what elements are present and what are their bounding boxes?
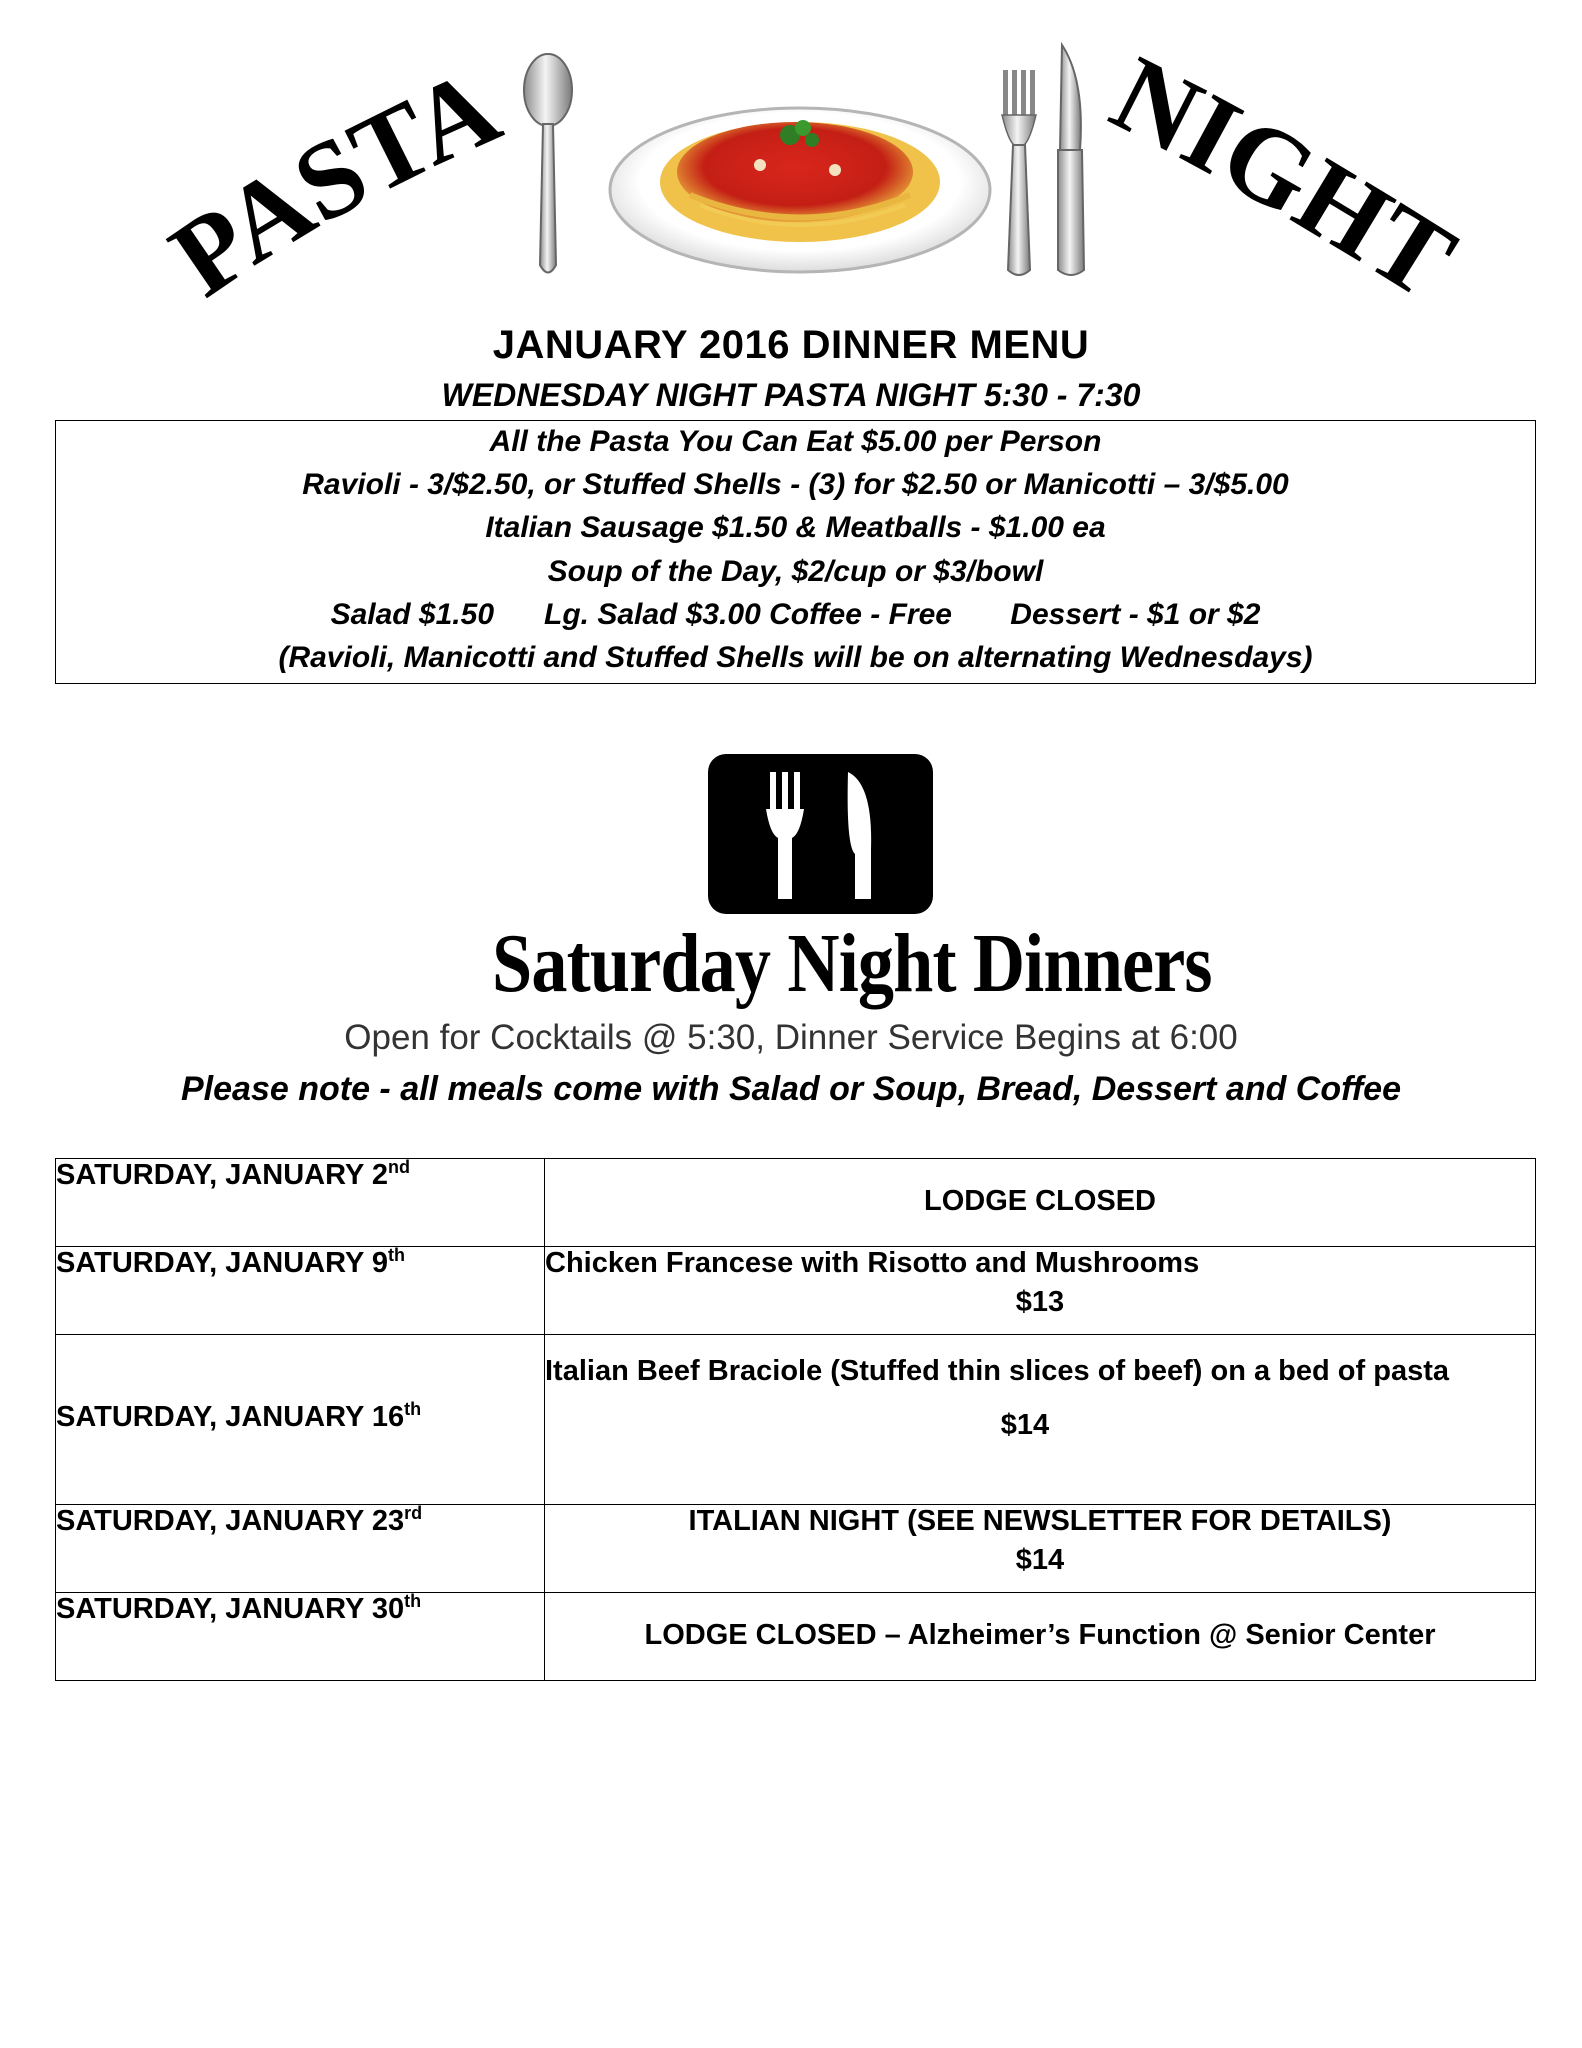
pasta-line: Ravioli - 3/$2.50, or Stuffed Shells - (3) for $2.50 or Manicotti – 3/$5.00 bbox=[302, 468, 1289, 501]
pasta-line: Soup of the Day, $2/cup or $3/bowl bbox=[547, 555, 1044, 588]
pasta-night-menu-box bbox=[55, 420, 1536, 684]
pasta-word: PASTA bbox=[149, 44, 516, 320]
pasta-line: All the Pasta You Can Eat $5.00 per Person bbox=[489, 425, 1102, 458]
saturday-dinners-title: Saturday Night Dinners bbox=[492, 917, 1212, 1010]
table-row bbox=[56, 1505, 1536, 1593]
saturday-hours: Open for Cocktails @ 5:30, Dinner Service Begins at 6:00 bbox=[344, 1018, 1238, 1057]
pasta-plate-image bbox=[610, 108, 990, 272]
price: $14 bbox=[1000, 1409, 1050, 1441]
meal-cell: ITALIAN NIGHT (SEE NEWSLETTER FOR DETAILS) $14 bbox=[545, 1505, 1536, 1593]
fork-knife-icon bbox=[708, 754, 933, 914]
meal-cell: Italian Beef Braciole (Stuffed thin slices of beef) on a bed of pasta $14 bbox=[545, 1335, 1536, 1505]
date-cell: SATURDAY, JANUARY 16th bbox=[56, 1335, 545, 1505]
spoon-icon bbox=[524, 54, 572, 273]
date-cell: SATURDAY, JANUARY 9th bbox=[56, 1247, 545, 1335]
pasta-night-header bbox=[0, 0, 1582, 320]
price: $13 bbox=[1015, 1286, 1065, 1318]
meal-cell: LODGE CLOSED bbox=[545, 1159, 1536, 1247]
table-row bbox=[56, 1593, 1536, 1681]
table-row bbox=[56, 1247, 1536, 1335]
menu-subtitle: WEDNESDAY NIGHT PASTA NIGHT 5:30 - 7:30 bbox=[441, 377, 1141, 413]
night-word: NIGHT bbox=[1094, 32, 1476, 320]
table-row bbox=[56, 1335, 1536, 1505]
saturday-note: Please note - all meals come with Salad or Soup, Bread, Dessert and Coffee bbox=[181, 1070, 1401, 1108]
date-cell: SATURDAY, JANUARY 30th bbox=[56, 1593, 545, 1681]
pasta-line: Salad $1.50 Lg. Salad $3.00 Coffee - Free Dessert - $1 or $2 bbox=[330, 598, 1261, 631]
meal-cell: Chicken Francese with Risotto and Mushrooms $13 bbox=[545, 1247, 1536, 1335]
saturday-dinner-table bbox=[55, 1158, 1536, 1681]
pasta-line: Italian Sausage $1.50 & Meatballs - $1.00 ea bbox=[485, 511, 1106, 544]
menu-title: JANUARY 2016 DINNER MENU bbox=[492, 323, 1090, 367]
price: $14 bbox=[1015, 1544, 1065, 1576]
date-cell: SATURDAY, JANUARY 2nd bbox=[56, 1159, 545, 1247]
knife-icon bbox=[1058, 45, 1084, 275]
meal-cell: LODGE CLOSED – Alzheimer’s Function @ Senior Center bbox=[545, 1593, 1536, 1681]
table-row bbox=[56, 1159, 1536, 1247]
date-cell: SATURDAY, JANUARY 23rd bbox=[56, 1505, 545, 1593]
fork-icon bbox=[1002, 70, 1036, 275]
pasta-line: (Ravioli, Manicotti and Stuffed Shells will be on alternating Wednesdays) bbox=[278, 641, 1313, 674]
